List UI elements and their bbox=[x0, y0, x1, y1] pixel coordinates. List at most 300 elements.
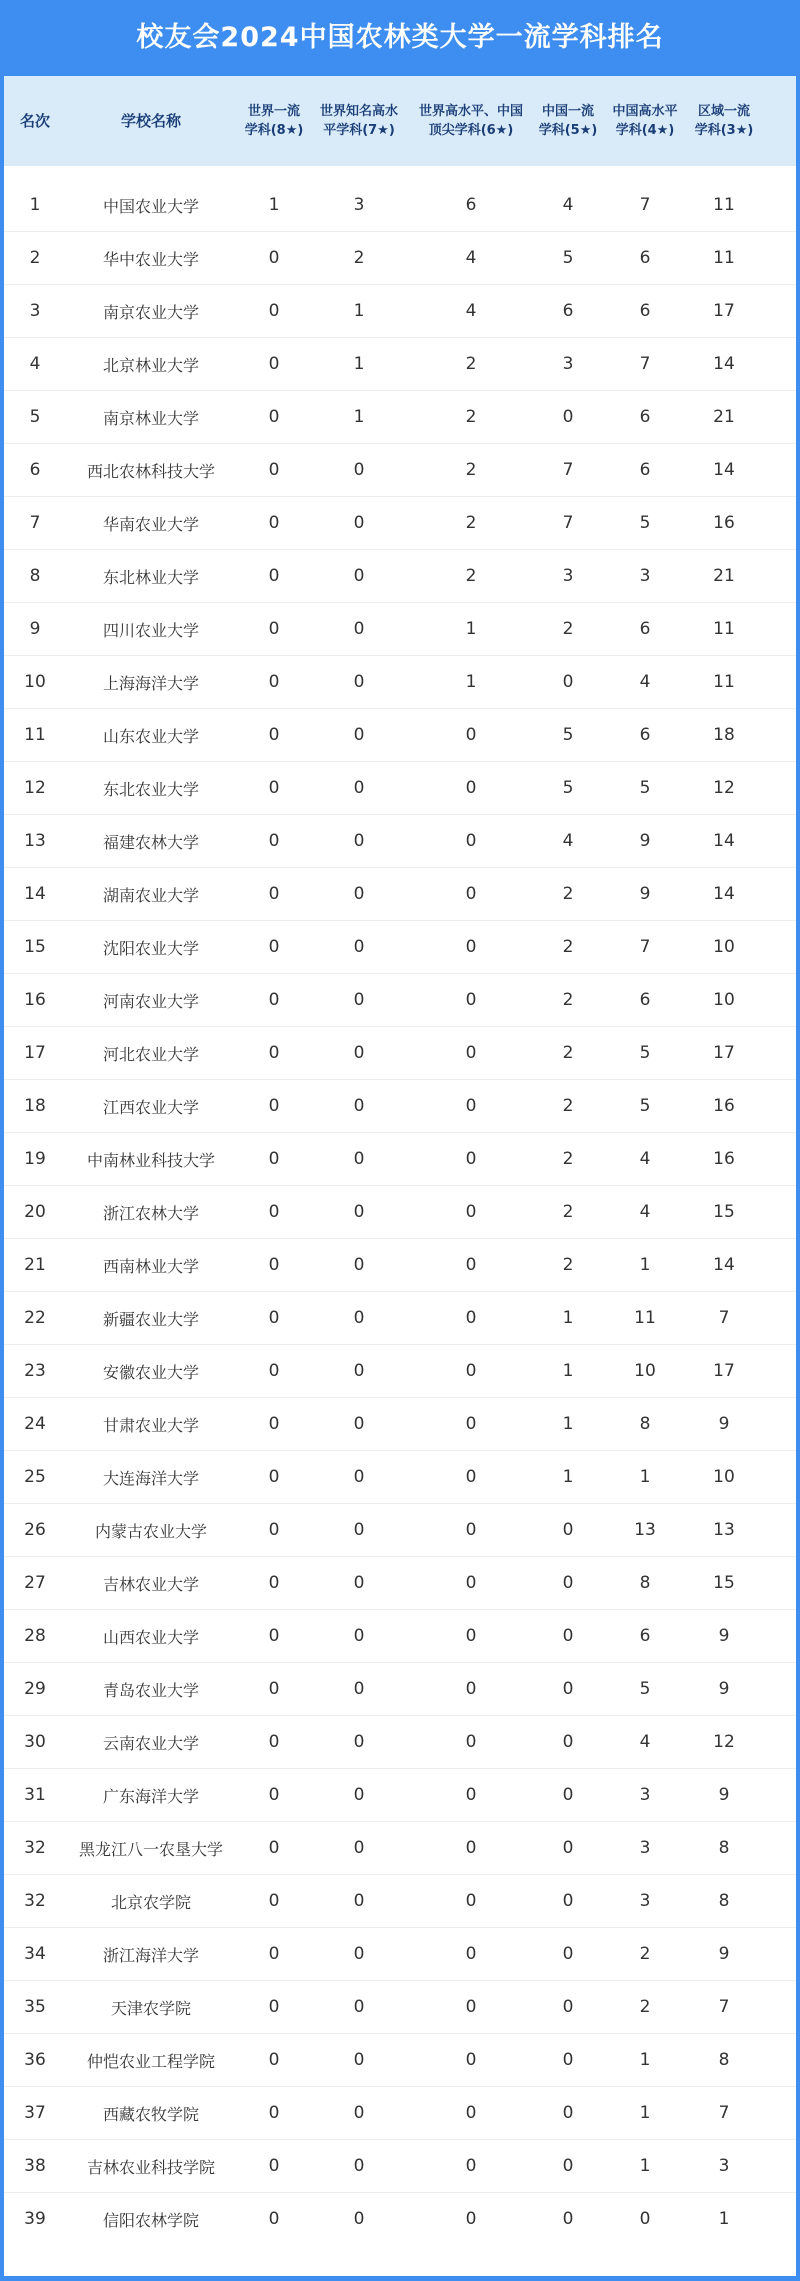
cell-china-first-class: 0 bbox=[562, 1520, 574, 1540]
table-row bbox=[4, 868, 796, 921]
cell-regional-first-class: 7 bbox=[718, 2103, 730, 2123]
table-row bbox=[4, 1345, 796, 1398]
cell-school-name: 广东海洋大学 bbox=[102, 1786, 199, 1806]
cell-school-name: 云南农业大学 bbox=[102, 1733, 199, 1753]
cell-world-renowned: 0 bbox=[353, 1096, 365, 1116]
cell-school-name: 中南林业科技大学 bbox=[86, 1150, 215, 1170]
cell-world-high-level: 0 bbox=[465, 1520, 477, 1540]
cell-china-first-class: 0 bbox=[562, 1891, 574, 1911]
cell-world-high-level: 0 bbox=[465, 725, 477, 745]
cell-school-name: 吉林农业科技学院 bbox=[86, 2157, 215, 2177]
cell-china-high-level: 1 bbox=[639, 1255, 651, 1275]
cell-world-first-class: 0 bbox=[268, 301, 280, 321]
cell-rank: 15 bbox=[24, 937, 46, 957]
cell-world-high-level: 0 bbox=[465, 1308, 477, 1328]
cell-regional-first-class: 10 bbox=[713, 937, 735, 957]
cell-world-renowned: 0 bbox=[353, 513, 365, 533]
cell-world-first-class: 0 bbox=[268, 1732, 280, 1752]
cell-world-first-class: 0 bbox=[268, 1149, 280, 1169]
cell-regional-first-class: 8 bbox=[718, 2050, 730, 2070]
table-row bbox=[4, 1557, 796, 1610]
table-row bbox=[4, 1239, 796, 1292]
cell-rank: 5 bbox=[29, 407, 41, 427]
cell-rank: 31 bbox=[24, 1785, 46, 1805]
cell-regional-first-class: 3 bbox=[718, 2156, 730, 2176]
cell-rank: 6 bbox=[29, 460, 41, 480]
table-row bbox=[4, 1663, 796, 1716]
cell-world-renowned: 0 bbox=[353, 1361, 365, 1381]
cell-world-first-class: 0 bbox=[268, 1626, 280, 1646]
table-row bbox=[4, 762, 796, 815]
cell-school-name: 浙江农林大学 bbox=[102, 1203, 199, 1223]
cell-china-first-class: 5 bbox=[562, 725, 574, 745]
cell-rank: 11 bbox=[24, 725, 46, 745]
cell-world-renowned: 0 bbox=[353, 1467, 365, 1487]
cell-regional-first-class: 11 bbox=[713, 195, 735, 215]
cell-world-high-level: 0 bbox=[465, 1043, 477, 1063]
cell-regional-first-class: 16 bbox=[713, 513, 735, 533]
cell-china-high-level: 6 bbox=[639, 407, 651, 427]
cell-regional-first-class: 17 bbox=[713, 1361, 735, 1381]
cell-regional-first-class: 9 bbox=[718, 1626, 730, 1646]
cell-world-high-level: 0 bbox=[465, 2103, 477, 2123]
table-row bbox=[4, 974, 796, 1027]
cell-china-high-level: 2 bbox=[639, 1997, 651, 2017]
cell-world-first-class: 0 bbox=[268, 1891, 280, 1911]
cell-world-high-level: 0 bbox=[465, 884, 477, 904]
cell-world-high-level: 0 bbox=[465, 1255, 477, 1275]
cell-world-renowned: 0 bbox=[353, 1414, 365, 1434]
cell-china-high-level: 7 bbox=[639, 354, 651, 374]
cell-china-high-level: 5 bbox=[639, 513, 651, 533]
cell-world-first-class: 0 bbox=[268, 1785, 280, 1805]
cell-world-renowned: 0 bbox=[353, 1997, 365, 2017]
cell-rank: 3 bbox=[29, 301, 41, 321]
cell-world-high-level: 0 bbox=[465, 2050, 477, 2070]
cell-world-high-level: 4 bbox=[465, 248, 477, 268]
cell-world-first-class: 0 bbox=[268, 2156, 280, 2176]
cell-china-high-level: 11 bbox=[634, 1308, 656, 1328]
table-row bbox=[4, 1981, 796, 2034]
cell-school-name: 青岛农业大学 bbox=[102, 1680, 199, 1700]
cell-rank: 16 bbox=[24, 990, 46, 1010]
cell-school-name: 黑龙江八一农垦大学 bbox=[78, 1839, 223, 1859]
cell-world-high-level: 1 bbox=[465, 619, 477, 639]
cell-china-high-level: 5 bbox=[639, 1679, 651, 1699]
cell-world-renowned: 0 bbox=[353, 1520, 365, 1540]
cell-world-first-class: 0 bbox=[268, 1997, 280, 2017]
cell-world-high-level: 2 bbox=[465, 460, 477, 480]
cell-school-name: 内蒙古农业大学 bbox=[94, 1521, 207, 1541]
cell-school-name: 天津农学院 bbox=[110, 1998, 191, 2018]
cell-china-high-level: 2 bbox=[639, 1944, 651, 1964]
cell-rank: 36 bbox=[24, 2050, 46, 2070]
cell-school-name: 山东农业大学 bbox=[102, 726, 199, 746]
cell-china-first-class: 0 bbox=[562, 1573, 574, 1593]
cell-world-renowned: 1 bbox=[353, 301, 365, 321]
cell-china-high-level: 6 bbox=[639, 1626, 651, 1646]
cell-world-renowned: 0 bbox=[353, 1679, 365, 1699]
cell-world-first-class: 0 bbox=[268, 1414, 280, 1434]
cell-china-first-class: 0 bbox=[562, 1997, 574, 2017]
cell-china-high-level: 0 bbox=[639, 2209, 651, 2229]
header-world-high-level: 世界高水平、中国 顶尖学科(6★) bbox=[418, 104, 523, 138]
cell-china-first-class: 7 bbox=[562, 513, 574, 533]
table-row bbox=[4, 444, 796, 497]
cell-school-name: 河南农业大学 bbox=[102, 991, 199, 1011]
cell-china-high-level: 8 bbox=[639, 1573, 651, 1593]
cell-school-name: 信阳农林学院 bbox=[102, 2210, 199, 2230]
cell-rank: 24 bbox=[24, 1414, 46, 1434]
table-row bbox=[4, 338, 796, 391]
table-row bbox=[4, 709, 796, 762]
cell-school-name: 甘肃农业大学 bbox=[102, 1415, 199, 1435]
header-world-renowned: 世界知名高水 平学科(7★) bbox=[319, 104, 398, 138]
table-row bbox=[4, 1186, 796, 1239]
cell-school-name: 吉林农业大学 bbox=[102, 1574, 199, 1594]
cell-rank: 12 bbox=[24, 778, 46, 798]
cell-world-high-level: 1 bbox=[465, 672, 477, 692]
cell-world-first-class: 0 bbox=[268, 513, 280, 533]
cell-world-renowned: 0 bbox=[353, 1626, 365, 1646]
cell-china-first-class: 2 bbox=[562, 619, 574, 639]
cell-school-name: 山西农业大学 bbox=[102, 1627, 199, 1647]
page-title: 校友会2024中国农林类大学一流学科排名 bbox=[136, 22, 664, 53]
cell-china-first-class: 2 bbox=[562, 1255, 574, 1275]
cell-china-first-class: 2 bbox=[562, 937, 574, 957]
header-school-name: 学校名称 bbox=[120, 111, 181, 130]
cell-china-high-level: 3 bbox=[639, 1891, 651, 1911]
cell-china-high-level: 7 bbox=[639, 195, 651, 215]
cell-china-high-level: 3 bbox=[639, 1838, 651, 1858]
cell-school-name: 福建农林大学 bbox=[102, 832, 199, 852]
cell-rank: 1 bbox=[29, 195, 41, 215]
cell-rank: 32 bbox=[24, 1838, 46, 1858]
cell-rank: 22 bbox=[24, 1308, 46, 1328]
cell-regional-first-class: 16 bbox=[713, 1096, 735, 1116]
cell-china-high-level: 4 bbox=[639, 1149, 651, 1169]
cell-school-name: 华中农业大学 bbox=[102, 249, 199, 269]
cell-rank: 37 bbox=[24, 2103, 46, 2123]
cell-school-name: 南京农业大学 bbox=[102, 302, 199, 322]
cell-world-first-class: 0 bbox=[268, 407, 280, 427]
table-row bbox=[4, 1822, 796, 1875]
cell-regional-first-class: 18 bbox=[713, 725, 735, 745]
cell-world-first-class: 0 bbox=[268, 672, 280, 692]
cell-rank: 17 bbox=[24, 1043, 46, 1063]
cell-regional-first-class: 15 bbox=[713, 1573, 735, 1593]
cell-world-first-class: 0 bbox=[268, 1361, 280, 1381]
table-row bbox=[4, 497, 796, 550]
header-rank: 名次 bbox=[19, 111, 50, 130]
cell-world-first-class: 0 bbox=[268, 1255, 280, 1275]
cell-regional-first-class: 15 bbox=[713, 1202, 735, 1222]
cell-world-renowned: 0 bbox=[353, 937, 365, 957]
table-row bbox=[4, 2193, 796, 2245]
cell-china-first-class: 3 bbox=[562, 566, 574, 586]
cell-school-name: 西南林业大学 bbox=[102, 1256, 199, 1276]
cell-world-renowned: 0 bbox=[353, 725, 365, 745]
cell-world-first-class: 0 bbox=[268, 566, 280, 586]
cell-china-high-level: 6 bbox=[639, 990, 651, 1010]
cell-china-first-class: 2 bbox=[562, 884, 574, 904]
table-row bbox=[4, 2034, 796, 2087]
cell-china-first-class: 5 bbox=[562, 248, 574, 268]
cell-world-first-class: 0 bbox=[268, 1573, 280, 1593]
cell-school-name: 四川农业大学 bbox=[102, 620, 199, 640]
cell-china-first-class: 0 bbox=[562, 2209, 574, 2229]
cell-world-renowned: 0 bbox=[353, 1043, 365, 1063]
cell-rank: 25 bbox=[24, 1467, 46, 1487]
table-row bbox=[4, 656, 796, 709]
cell-world-renowned: 0 bbox=[353, 1202, 365, 1222]
cell-world-high-level: 0 bbox=[465, 1149, 477, 1169]
cell-china-first-class: 0 bbox=[562, 1679, 574, 1699]
cell-china-high-level: 5 bbox=[639, 1096, 651, 1116]
cell-china-high-level: 6 bbox=[639, 248, 651, 268]
cell-china-high-level: 10 bbox=[634, 1361, 656, 1381]
cell-world-high-level: 0 bbox=[465, 2156, 477, 2176]
cell-school-name: 江西农业大学 bbox=[102, 1097, 199, 1117]
cell-china-high-level: 4 bbox=[639, 1732, 651, 1752]
cell-china-high-level: 4 bbox=[639, 672, 651, 692]
cell-china-first-class: 3 bbox=[562, 354, 574, 374]
cell-china-high-level: 8 bbox=[639, 1414, 651, 1434]
cell-school-name: 西藏农牧学院 bbox=[102, 2104, 199, 2124]
cell-world-renowned: 0 bbox=[353, 778, 365, 798]
cell-rank: 4 bbox=[29, 354, 41, 374]
cell-world-renowned: 2 bbox=[353, 248, 365, 268]
cell-world-high-level: 4 bbox=[465, 301, 477, 321]
cell-school-name: 华南农业大学 bbox=[102, 514, 199, 534]
cell-school-name: 上海海洋大学 bbox=[102, 673, 199, 693]
ranking-table bbox=[4, 76, 796, 2276]
cell-rank: 7 bbox=[29, 513, 41, 533]
table-row bbox=[4, 2087, 796, 2140]
cell-regional-first-class: 7 bbox=[718, 1997, 730, 2017]
cell-regional-first-class: 8 bbox=[718, 1838, 730, 1858]
cell-school-name: 北京农学院 bbox=[110, 1892, 191, 1912]
cell-china-first-class: 2 bbox=[562, 1096, 574, 1116]
cell-world-first-class: 0 bbox=[268, 884, 280, 904]
cell-regional-first-class: 17 bbox=[713, 1043, 735, 1063]
cell-world-renowned: 0 bbox=[353, 1573, 365, 1593]
cell-world-renowned: 0 bbox=[353, 2050, 365, 2070]
cell-world-first-class: 0 bbox=[268, 1096, 280, 1116]
cell-world-high-level: 0 bbox=[465, 778, 477, 798]
cell-world-renowned: 1 bbox=[353, 354, 365, 374]
cell-world-high-level: 0 bbox=[465, 831, 477, 851]
cell-world-renowned: 0 bbox=[353, 1255, 365, 1275]
cell-rank: 8 bbox=[29, 566, 41, 586]
cell-china-high-level: 3 bbox=[639, 566, 651, 586]
cell-world-first-class: 0 bbox=[268, 990, 280, 1010]
cell-world-renowned: 0 bbox=[353, 1891, 365, 1911]
table-row bbox=[4, 2140, 796, 2193]
cell-world-high-level: 0 bbox=[465, 937, 477, 957]
cell-china-first-class: 0 bbox=[562, 2050, 574, 2070]
cell-rank: 30 bbox=[24, 1732, 46, 1752]
cell-china-first-class: 0 bbox=[562, 407, 574, 427]
cell-world-high-level: 0 bbox=[465, 1785, 477, 1805]
cell-china-first-class: 1 bbox=[562, 1361, 574, 1381]
cell-china-high-level: 6 bbox=[639, 725, 651, 745]
cell-china-high-level: 13 bbox=[634, 1520, 656, 1540]
cell-world-first-class: 0 bbox=[268, 2050, 280, 2070]
cell-world-renowned: 0 bbox=[353, 566, 365, 586]
cell-world-high-level: 0 bbox=[465, 1679, 477, 1699]
cell-world-first-class: 0 bbox=[268, 248, 280, 268]
cell-world-high-level: 0 bbox=[465, 1838, 477, 1858]
cell-world-first-class: 0 bbox=[268, 1679, 280, 1699]
cell-world-high-level: 0 bbox=[465, 1626, 477, 1646]
table-row bbox=[4, 232, 796, 285]
cell-world-renowned: 0 bbox=[353, 672, 365, 692]
cell-china-high-level: 5 bbox=[639, 1043, 651, 1063]
cell-world-high-level: 0 bbox=[465, 1573, 477, 1593]
cell-china-high-level: 3 bbox=[639, 1785, 651, 1805]
table-row bbox=[4, 1080, 796, 1133]
cell-china-first-class: 0 bbox=[562, 1838, 574, 1858]
cell-world-first-class: 0 bbox=[268, 1467, 280, 1487]
cell-world-renowned: 0 bbox=[353, 1732, 365, 1752]
cell-regional-first-class: 11 bbox=[713, 619, 735, 639]
cell-world-high-level: 0 bbox=[465, 990, 477, 1010]
cell-world-high-level: 0 bbox=[465, 1361, 477, 1381]
table-row bbox=[4, 1133, 796, 1186]
cell-china-first-class: 2 bbox=[562, 1202, 574, 1222]
cell-china-high-level: 1 bbox=[639, 2103, 651, 2123]
cell-world-high-level: 6 bbox=[465, 195, 477, 215]
cell-regional-first-class: 1 bbox=[718, 2209, 730, 2229]
cell-world-high-level: 0 bbox=[465, 1467, 477, 1487]
cell-china-high-level: 6 bbox=[639, 460, 651, 480]
cell-world-renowned: 0 bbox=[353, 990, 365, 1010]
cell-world-renowned: 0 bbox=[353, 2103, 365, 2123]
cell-china-high-level: 6 bbox=[639, 619, 651, 639]
cell-china-first-class: 0 bbox=[562, 672, 574, 692]
cell-china-first-class: 0 bbox=[562, 1944, 574, 1964]
cell-china-first-class: 0 bbox=[562, 1785, 574, 1805]
table-row bbox=[4, 391, 796, 444]
cell-rank: 21 bbox=[24, 1255, 46, 1275]
cell-china-high-level: 1 bbox=[639, 2050, 651, 2070]
table-row bbox=[4, 1027, 796, 1080]
cell-china-high-level: 1 bbox=[639, 1467, 651, 1487]
cell-china-first-class: 2 bbox=[562, 990, 574, 1010]
table-body bbox=[4, 166, 796, 2245]
cell-rank: 39 bbox=[24, 2209, 46, 2229]
cell-world-renowned: 0 bbox=[353, 460, 365, 480]
cell-china-first-class: 5 bbox=[562, 778, 574, 798]
cell-world-renowned: 0 bbox=[353, 1944, 365, 1964]
cell-regional-first-class: 17 bbox=[713, 301, 735, 321]
cell-regional-first-class: 9 bbox=[718, 1414, 730, 1434]
cell-world-first-class: 0 bbox=[268, 1944, 280, 1964]
cell-rank: 2 bbox=[29, 248, 41, 268]
cell-world-renowned: 1 bbox=[353, 407, 365, 427]
cell-world-high-level: 2 bbox=[465, 566, 477, 586]
cell-school-name: 东北农业大学 bbox=[102, 779, 199, 799]
cell-world-renowned: 0 bbox=[353, 831, 365, 851]
cell-world-high-level: 0 bbox=[465, 1732, 477, 1752]
header-regional-first-class: 区域一流 学科(3★) bbox=[694, 104, 754, 138]
cell-regional-first-class: 10 bbox=[713, 990, 735, 1010]
cell-world-first-class: 0 bbox=[268, 460, 280, 480]
cell-rank: 19 bbox=[24, 1149, 46, 1169]
cell-regional-first-class: 9 bbox=[718, 1785, 730, 1805]
cell-rank: 27 bbox=[24, 1573, 46, 1593]
cell-world-first-class: 0 bbox=[268, 1308, 280, 1328]
cell-china-high-level: 9 bbox=[639, 831, 651, 851]
cell-world-high-level: 0 bbox=[465, 1997, 477, 2017]
table-row bbox=[4, 1398, 796, 1451]
cell-china-first-class: 0 bbox=[562, 1626, 574, 1646]
cell-world-first-class: 0 bbox=[268, 1520, 280, 1540]
table-row bbox=[4, 1716, 796, 1769]
cell-school-name: 河北农业大学 bbox=[102, 1044, 199, 1064]
cell-school-name: 沈阳农业大学 bbox=[102, 938, 199, 958]
cell-school-name: 西北农林科技大学 bbox=[86, 461, 215, 481]
cell-regional-first-class: 14 bbox=[713, 460, 735, 480]
table-row bbox=[4, 1875, 796, 1928]
cell-china-first-class: 4 bbox=[562, 195, 574, 215]
cell-world-renowned: 0 bbox=[353, 1149, 365, 1169]
cell-world-high-level: 0 bbox=[465, 1202, 477, 1222]
cell-world-renowned: 0 bbox=[353, 1308, 365, 1328]
cell-school-name: 新疆农业大学 bbox=[102, 1309, 199, 1329]
cell-regional-first-class: 7 bbox=[718, 1308, 730, 1328]
cell-rank: 34 bbox=[24, 1944, 46, 1964]
cell-regional-first-class: 13 bbox=[713, 1520, 735, 1540]
cell-world-first-class: 1 bbox=[268, 195, 280, 215]
cell-world-first-class: 0 bbox=[268, 778, 280, 798]
cell-world-renowned: 0 bbox=[353, 619, 365, 639]
cell-world-renowned: 0 bbox=[353, 2209, 365, 2229]
cell-regional-first-class: 12 bbox=[713, 1732, 735, 1752]
cell-china-first-class: 1 bbox=[562, 1467, 574, 1487]
cell-rank: 28 bbox=[24, 1626, 46, 1646]
cell-world-high-level: 0 bbox=[465, 1414, 477, 1434]
cell-world-first-class: 0 bbox=[268, 1043, 280, 1063]
table-row bbox=[4, 1504, 796, 1557]
cell-china-high-level: 6 bbox=[639, 301, 651, 321]
cell-world-first-class: 0 bbox=[268, 725, 280, 745]
table-row bbox=[4, 179, 796, 232]
cell-china-high-level: 5 bbox=[639, 778, 651, 798]
cell-school-name: 南京林业大学 bbox=[102, 408, 199, 428]
cell-world-high-level: 2 bbox=[465, 513, 477, 533]
cell-china-first-class: 1 bbox=[562, 1414, 574, 1434]
cell-regional-first-class: 14 bbox=[713, 831, 735, 851]
cell-rank: 32 bbox=[24, 1891, 46, 1911]
header-world-first-class: 世界一流 学科(8★) bbox=[244, 104, 304, 138]
cell-school-name: 安徽农业大学 bbox=[102, 1362, 199, 1382]
table-header bbox=[4, 76, 796, 166]
cell-school-name: 大连海洋大学 bbox=[102, 1468, 199, 1488]
cell-rank: 20 bbox=[24, 1202, 46, 1222]
cell-world-high-level: 0 bbox=[465, 1096, 477, 1116]
cell-school-name: 浙江海洋大学 bbox=[102, 1945, 199, 1965]
cell-world-high-level: 0 bbox=[465, 1944, 477, 1964]
table-row bbox=[4, 1451, 796, 1504]
table-row bbox=[4, 1769, 796, 1822]
cell-world-first-class: 0 bbox=[268, 831, 280, 851]
cell-china-high-level: 4 bbox=[639, 1202, 651, 1222]
cell-china-first-class: 0 bbox=[562, 1732, 574, 1752]
cell-world-first-class: 0 bbox=[268, 1202, 280, 1222]
cell-regional-first-class: 9 bbox=[718, 1944, 730, 1964]
